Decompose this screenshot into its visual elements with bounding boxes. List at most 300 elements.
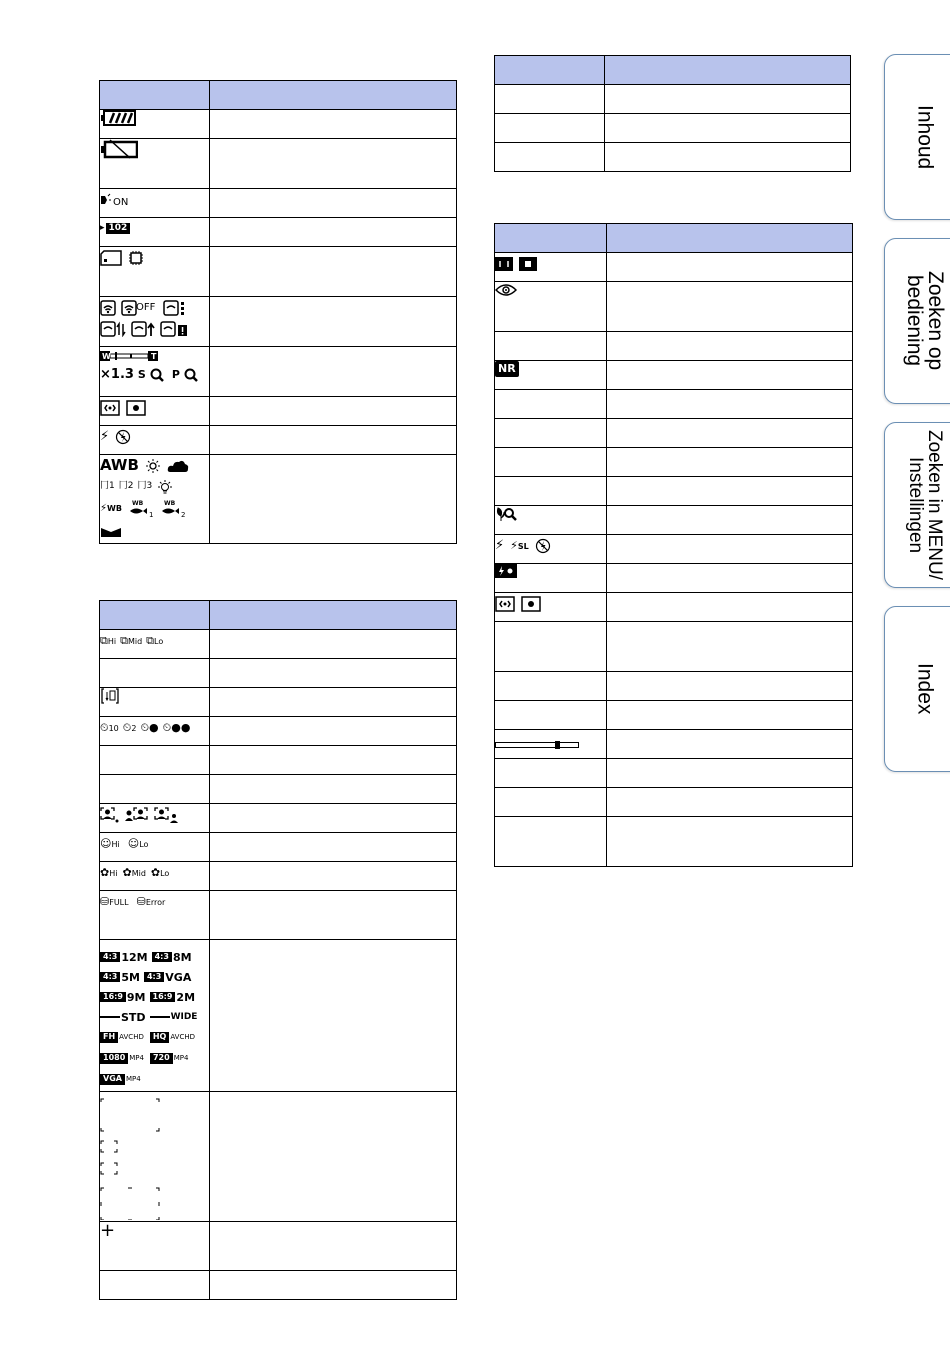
table-row xyxy=(495,361,853,390)
wifi-transfer-icon xyxy=(100,321,126,337)
fluorescent-2-icon: 冂2 xyxy=(118,481,134,491)
table-row xyxy=(495,85,851,114)
image-size-icon xyxy=(150,992,196,1003)
smile-hi-label: Hi xyxy=(111,840,120,849)
image-size-row xyxy=(100,947,209,967)
image-size-icon xyxy=(100,992,146,1003)
icon-cell xyxy=(100,746,210,775)
icon-cell xyxy=(495,332,607,361)
image-size-label: 8M xyxy=(172,950,192,964)
table-row xyxy=(495,332,853,361)
burst-hi-icon: ⧉Hi xyxy=(100,634,117,647)
soft-skin-lo-icon: ✿Lo xyxy=(150,866,170,879)
multi-metering-icon xyxy=(495,596,515,612)
table-row xyxy=(100,1271,457,1300)
zoom-value: ×1.3 xyxy=(100,367,134,382)
zoom-bar-icon xyxy=(100,350,158,362)
icon-cell xyxy=(100,891,210,940)
desc-cell xyxy=(210,1092,457,1222)
zoom-s-label: S xyxy=(137,368,146,381)
icon-cell xyxy=(100,862,210,891)
desc-cell xyxy=(210,891,457,940)
icon-cell xyxy=(495,622,607,672)
icon-cell xyxy=(495,593,607,622)
desc-cell xyxy=(607,332,853,361)
burst-mid-label: Mid xyxy=(127,637,143,646)
play-arrow-icon: ▸ xyxy=(100,223,105,233)
precision-zoom-icon xyxy=(184,368,198,382)
table-row xyxy=(495,477,853,506)
icon-cell xyxy=(100,218,210,247)
desc-cell xyxy=(607,593,853,622)
table-row xyxy=(495,622,853,672)
database-full-icon: ⛁FULL xyxy=(100,895,129,908)
movie-format-icon xyxy=(100,1032,144,1043)
zoom-t-label: T xyxy=(151,351,157,361)
movie-badge: FH xyxy=(100,1032,118,1043)
desc-cell xyxy=(607,448,853,477)
icon-cell xyxy=(495,143,605,172)
icon-table-right-bottom xyxy=(494,223,853,867)
db-error-label: Error xyxy=(145,898,166,907)
noise-reduction-icon: NR xyxy=(495,361,519,377)
aspect-ratio-badge xyxy=(100,1016,120,1018)
image-size-label: 5M xyxy=(121,970,140,984)
flash-on-icon: ⚡ xyxy=(495,538,505,553)
red-eye-icon xyxy=(495,282,517,298)
crosshair-icon: + xyxy=(100,1220,116,1241)
desc-cell xyxy=(210,347,457,397)
icon-cell xyxy=(100,688,210,717)
battery-full-icon xyxy=(100,110,136,126)
uw1-num: 1 xyxy=(148,511,154,519)
table-row xyxy=(100,347,457,397)
table-row xyxy=(100,426,457,455)
table-row xyxy=(495,759,853,788)
soft-skin-mid-label: Mid xyxy=(131,869,146,878)
icon-cell xyxy=(100,426,210,455)
table-row xyxy=(100,1092,457,1222)
table-row xyxy=(100,247,457,297)
desc-cell xyxy=(210,862,457,891)
folder-number-icon: 102 xyxy=(106,223,131,235)
table-row xyxy=(100,833,457,862)
table-header-row xyxy=(495,56,851,85)
desc-cell xyxy=(607,672,853,701)
tab-index[interactable] xyxy=(884,606,950,772)
header-desc-col xyxy=(210,601,457,630)
icon-cell xyxy=(495,535,607,564)
smile-lo-label: Lo xyxy=(139,840,149,849)
movie-format-list xyxy=(100,1027,209,1090)
fluor-1-num: 1 xyxy=(109,481,115,491)
fluorescent-3-icon: 冂3 xyxy=(137,481,153,491)
desc-cell xyxy=(210,1271,457,1300)
spot-metering-icon xyxy=(126,400,146,416)
table-row xyxy=(100,891,457,940)
desc-cell xyxy=(607,419,853,448)
aspect-ratio-badge: 4:3 xyxy=(152,952,172,963)
desc-cell xyxy=(607,817,853,867)
icon-table-left-bottom xyxy=(99,600,457,1300)
desc-cell xyxy=(210,833,457,862)
desc-cell xyxy=(210,688,457,717)
uw1-wb-text: WB xyxy=(131,500,144,507)
aspect-ratio-badge: 16:9 xyxy=(100,992,126,1003)
header-desc-col xyxy=(210,81,457,110)
slow-sync-label: SL xyxy=(517,542,529,551)
wifi-upload-icon xyxy=(131,321,155,337)
table-row xyxy=(100,940,457,1092)
table-row xyxy=(100,717,457,746)
movie-format-label: MP4 xyxy=(125,1074,141,1083)
soft-skin-hi-label: Hi xyxy=(109,869,118,878)
underwater-wb-2-icon xyxy=(160,499,186,519)
table-header-row xyxy=(495,224,853,253)
desc-cell xyxy=(607,253,853,282)
table-row xyxy=(495,390,853,419)
image-size-label: WIDE xyxy=(170,1011,198,1022)
table-row xyxy=(100,110,457,139)
image-size-icon xyxy=(152,952,192,963)
desc-cell xyxy=(210,297,457,347)
self-timer-2-icon: ⏲2 xyxy=(122,721,137,734)
desc-cell xyxy=(210,746,457,775)
uw2-num: 2 xyxy=(180,511,186,519)
desc-cell xyxy=(607,535,853,564)
uw2-wb-text: WB xyxy=(163,500,176,507)
desc-cell xyxy=(607,506,853,535)
desc-cell xyxy=(607,788,853,817)
desc-cell xyxy=(607,564,853,593)
icon-cell xyxy=(100,630,210,659)
table-row xyxy=(495,701,853,730)
table-row xyxy=(495,788,853,817)
aspect-ratio-badge: 16:9 xyxy=(150,992,176,1003)
table-row xyxy=(100,659,457,688)
icon-cell xyxy=(495,282,607,332)
desc-cell xyxy=(210,775,457,804)
tab-inhoud[interactable] xyxy=(884,54,950,220)
tab-zoeken-in-menu[interactable] xyxy=(884,422,950,588)
battery-empty-icon xyxy=(100,139,138,159)
slow-sync-icon xyxy=(510,540,529,551)
desc-cell xyxy=(210,659,457,688)
icon-cell xyxy=(100,397,210,426)
desc-cell xyxy=(605,114,851,143)
icon-cell xyxy=(495,817,607,867)
interval-icon xyxy=(100,688,120,704)
icon-cell xyxy=(495,672,607,701)
header-icon-col xyxy=(100,81,210,110)
database-error-icon: ⛁Error xyxy=(136,895,166,908)
icon-cell xyxy=(100,247,210,297)
soft-skin-mid-icon: ✿Mid xyxy=(122,866,146,879)
icon-cell xyxy=(100,833,210,862)
table-row xyxy=(495,419,853,448)
image-size-icon xyxy=(150,1013,198,1022)
desc-cell xyxy=(210,426,457,455)
table-row xyxy=(100,1222,457,1271)
movie-format-label: MP4 xyxy=(173,1053,189,1062)
desc-cell xyxy=(210,717,457,746)
image-size-label: 12M xyxy=(121,950,148,964)
icon-table-left-top xyxy=(99,80,457,544)
icon-table-right-top xyxy=(494,55,851,172)
self-timer-10-icon: ⏲10 xyxy=(100,721,119,734)
table-row xyxy=(495,114,851,143)
table-row xyxy=(100,630,457,659)
desc-cell xyxy=(210,218,457,247)
af-spot-icon xyxy=(519,257,537,271)
icon-cell xyxy=(495,477,607,506)
adult-priority-icon xyxy=(154,807,178,823)
table-header-row xyxy=(100,81,457,110)
desc-cell xyxy=(210,247,457,297)
tab-label: Zoeken op bediening xyxy=(903,271,947,371)
aspect-ratio-badge: 4:3 xyxy=(100,972,120,983)
soft-skin-lo-label: Lo xyxy=(160,869,170,878)
icon-cell xyxy=(495,730,607,759)
desc-cell xyxy=(605,143,851,172)
movie-badge: VGA xyxy=(100,1074,125,1085)
underwater-wb-1-icon xyxy=(128,499,154,519)
internal-memory-icon xyxy=(128,250,144,266)
table-row xyxy=(100,189,457,218)
movie-format-row xyxy=(100,1048,209,1069)
smart-zoom-icon xyxy=(150,368,164,382)
fluor-3-num: 3 xyxy=(146,481,153,491)
image-size-icon xyxy=(100,952,148,963)
image-size-icon xyxy=(100,1012,146,1023)
timer-2-label: 2 xyxy=(131,724,137,733)
flash-wb-icon xyxy=(100,504,122,514)
movie-badge: 720 xyxy=(150,1053,173,1064)
tab-zoeken-op-bediening[interactable] xyxy=(884,238,950,404)
desc-cell xyxy=(607,477,853,506)
table-row xyxy=(100,397,457,426)
image-size-label: 9M xyxy=(126,990,146,1004)
icon-cell xyxy=(100,940,210,1092)
tab-label: Index xyxy=(913,663,937,715)
flash-wb-bolt: ⚡ xyxy=(100,503,108,514)
icon-cell xyxy=(100,804,210,833)
table-row xyxy=(100,455,457,544)
flash-wb-label: WB xyxy=(107,504,122,513)
movie-format-label: MP4 xyxy=(129,1053,144,1062)
custom-wb-icon xyxy=(100,526,122,538)
icon-cell xyxy=(100,659,210,688)
icon-cell xyxy=(495,253,607,282)
desc-cell xyxy=(607,759,853,788)
multi-metering-icon xyxy=(100,400,120,416)
wifi-menu-icon xyxy=(160,300,186,316)
table-row xyxy=(100,297,457,347)
fluorescent-1-icon: 冂1 xyxy=(100,481,115,491)
desc-cell xyxy=(210,804,457,833)
self-portrait-two-icon: ⏲●● xyxy=(162,721,191,734)
aspect-ratio-badge: 4:3 xyxy=(100,952,120,963)
face-detect-icon xyxy=(100,807,120,823)
icon-cell xyxy=(495,701,607,730)
desc-cell xyxy=(210,110,457,139)
table-row xyxy=(495,535,853,564)
flash-off-icon xyxy=(115,429,131,445)
daylight-icon xyxy=(145,458,161,474)
tab-label: Inhoud xyxy=(913,104,937,170)
desc-cell xyxy=(210,1222,457,1271)
slow-sync-bolt: ⚡ xyxy=(510,539,518,552)
aspect-ratio-badge xyxy=(150,1016,170,1018)
table-header-row xyxy=(100,601,457,630)
movie-format-icon xyxy=(150,1053,188,1064)
movie-format-label: AVCHD xyxy=(170,1032,196,1041)
image-size-icon xyxy=(144,972,191,983)
burst-hi-label: Hi xyxy=(107,637,117,646)
table-row xyxy=(495,730,853,759)
table-row xyxy=(100,218,457,247)
icon-cell xyxy=(100,297,210,347)
burst-lo-icon: ⧉Lo xyxy=(146,634,164,647)
icon-cell xyxy=(100,775,210,804)
icon-cell xyxy=(495,419,607,448)
desc-cell xyxy=(607,361,853,390)
smile-lo-icon: ☺Lo xyxy=(127,837,149,850)
icon-cell xyxy=(100,189,210,218)
wifi-off-label: OFF xyxy=(136,301,156,313)
table-row xyxy=(495,282,853,332)
child-priority-icon xyxy=(125,807,149,823)
desc-cell xyxy=(607,730,853,759)
table-row xyxy=(495,817,853,867)
burst-lo-label: Lo xyxy=(154,637,164,646)
table-row xyxy=(100,804,457,833)
wifi-error-icon xyxy=(160,321,188,337)
icon-cell xyxy=(100,110,210,139)
fluor-2-num: 2 xyxy=(127,481,134,491)
self-portrait-one-icon: ⏲● xyxy=(140,721,159,734)
icon-cell xyxy=(100,455,210,544)
power-save-icon xyxy=(100,193,112,207)
desc-cell xyxy=(607,390,853,419)
desc-cell xyxy=(607,622,853,672)
aspect-ratio-badge: 4:3 xyxy=(144,972,164,983)
desc-cell xyxy=(210,139,457,189)
icon-cell xyxy=(495,506,607,535)
desc-cell xyxy=(210,189,457,218)
memory-card-icon xyxy=(100,250,122,266)
header-icon-col xyxy=(495,224,607,253)
desc-cell xyxy=(210,630,457,659)
icon-cell xyxy=(100,717,210,746)
image-size-label: STD xyxy=(121,1010,146,1024)
icon-cell xyxy=(100,139,210,189)
table-row xyxy=(495,564,853,593)
tab-label: Zoeken in MENU/ Instellingen xyxy=(905,430,945,580)
zoom-w-label: W xyxy=(102,351,111,361)
desc-cell xyxy=(210,455,457,544)
table-row xyxy=(495,143,851,172)
movie-badge: 1080 xyxy=(100,1053,128,1064)
incandescent-icon xyxy=(156,479,174,495)
exposure-bar-icon xyxy=(495,740,579,750)
desc-cell xyxy=(607,282,853,332)
movie-format-icon xyxy=(100,1053,144,1064)
burst-mid-icon: ⧉Mid xyxy=(120,634,143,647)
desc-cell xyxy=(607,701,853,730)
header-icon-col xyxy=(495,56,605,85)
flash-icon: ⚡ xyxy=(100,429,110,444)
icon-cell xyxy=(100,347,210,397)
movie-format-row xyxy=(100,1027,209,1048)
table-row xyxy=(495,506,853,535)
icon-cell xyxy=(495,788,607,817)
icon-cell xyxy=(495,85,605,114)
movie-format-label: AVCHD xyxy=(119,1032,144,1041)
icon-cell xyxy=(495,114,605,143)
header-icon-col xyxy=(100,601,210,630)
movie-format-row xyxy=(100,1069,209,1090)
header-desc-col xyxy=(605,56,851,85)
icon-cell xyxy=(495,390,607,419)
table-row xyxy=(100,688,457,717)
desc-cell xyxy=(605,85,851,114)
macro-zoom-icon xyxy=(495,506,517,522)
header-desc-col xyxy=(607,224,853,253)
timer-10-label: 10 xyxy=(108,724,119,733)
wifi-icon xyxy=(100,300,116,316)
db-full-label: FULL xyxy=(109,898,129,907)
icon-cell xyxy=(100,1271,210,1300)
wifi-off-icon xyxy=(121,300,137,316)
table-row xyxy=(100,862,457,891)
table-row xyxy=(100,139,457,189)
desc-cell xyxy=(210,940,457,1092)
awb-label: AWB xyxy=(100,456,139,474)
soft-skin-hi-icon: ✿Hi xyxy=(100,866,118,879)
table-row xyxy=(495,593,853,622)
image-size-row xyxy=(100,967,209,987)
icon-cell xyxy=(495,564,607,593)
flash-off-icon xyxy=(535,538,551,554)
table-row xyxy=(495,253,853,282)
table-row xyxy=(100,746,457,775)
image-size-row xyxy=(100,1007,209,1027)
flash-charging-icon xyxy=(495,564,517,578)
image-size-label: VGA xyxy=(165,970,192,984)
icon-cell xyxy=(495,448,607,477)
icon-cell xyxy=(495,759,607,788)
cloudy-icon xyxy=(167,458,189,474)
desc-cell xyxy=(210,397,457,426)
image-size-label: 2M xyxy=(176,990,196,1004)
icon-cell xyxy=(100,1092,210,1222)
smile-hi-icon: ☺Hi xyxy=(100,837,120,850)
on-label: ON xyxy=(113,196,129,208)
zoom-p-label: P xyxy=(171,368,180,381)
icon-cell xyxy=(100,1222,210,1271)
image-size-list xyxy=(100,947,209,1027)
table-row xyxy=(100,775,457,804)
movie-badge: HQ xyxy=(150,1032,170,1043)
af-area-icon xyxy=(495,257,513,271)
image-size-icon xyxy=(100,972,140,983)
image-size-row xyxy=(100,987,209,1007)
spot-metering-icon xyxy=(521,596,541,612)
table-row xyxy=(495,448,853,477)
movie-format-icon xyxy=(100,1074,141,1085)
af-frame-wide-icon xyxy=(100,1098,160,1220)
